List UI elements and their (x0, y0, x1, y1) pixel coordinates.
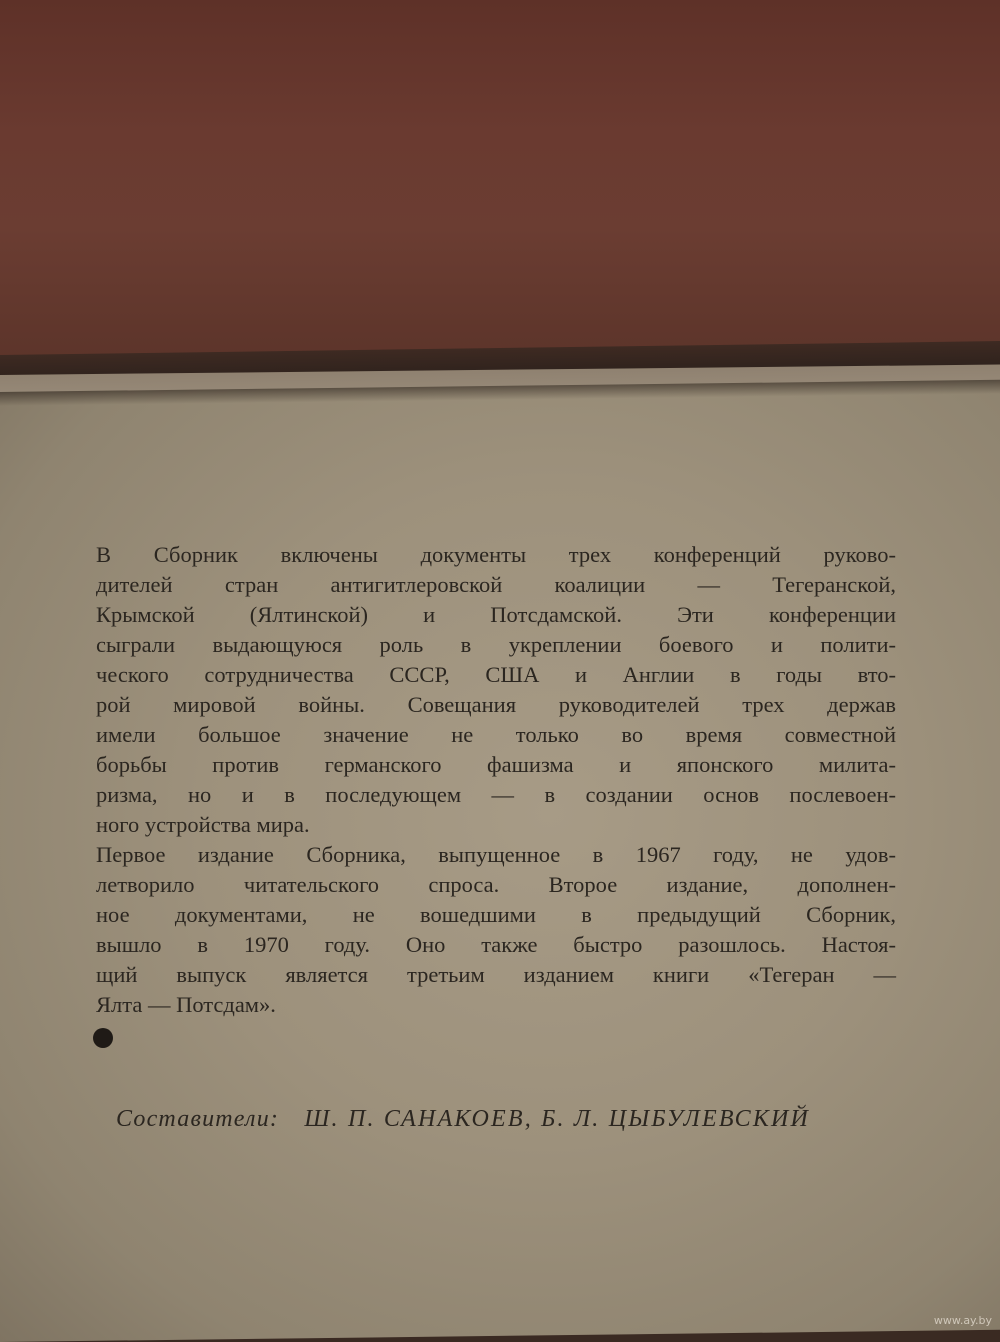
text-line: имели большое значение не только во время совместной (96, 722, 896, 747)
text-line: В Сборник включены документы трех конференций руково- (96, 542, 896, 567)
text-line: дителей стран антигитлеровской коалиции — Тегеранской, (96, 572, 896, 597)
compilers-names: Ш. П. САНАКОЕВ, Б. Л. ЦЫБУЛЕВСКИЙ (304, 1106, 811, 1132)
text-line: борьбы против германского фашизма и японского милита- (96, 752, 896, 777)
compilers-line (116, 1106, 810, 1133)
text-line: ное документами, не вошедшими в предыдущий Сборник, (96, 902, 896, 927)
compilers-label: Составители: (116, 1106, 280, 1132)
text-line: Ялта — Потсдам». (96, 992, 276, 1017)
text-line: Крымской (Ялтинской) и Потсдамской. Эти конференции (96, 602, 896, 627)
text-line: вышло в 1970 году. Оно также быстро разошлось. Настоя- (96, 932, 896, 957)
text-line: Первое издание Сборника, выпущенное в 1967 году, не удов- (96, 842, 896, 867)
text-line: сыграли выдающуюся роль в укреплении боевого и полити- (96, 632, 896, 657)
text-line: ческого сотрудничества СССР, США и Англии в годы вто- (96, 662, 896, 687)
text-line: щий выпуск является третьим изданием книги «Тегеран — (96, 962, 896, 987)
text-line: ного устройства мира. (96, 812, 310, 837)
bullet-dot-icon (93, 1028, 113, 1048)
watermark: www.ay.by (933, 1314, 992, 1327)
text-line: летворило читательского спроса. Второе издание, дополнен- (96, 872, 896, 897)
table-surface (0, 0, 1000, 380)
text-line: ризма, но и в последующем — в создании основ послевоен- (96, 782, 896, 807)
text-line: рой мировой войны. Совещания руководителей трех держав (96, 692, 896, 717)
annotation-text (96, 540, 896, 1020)
